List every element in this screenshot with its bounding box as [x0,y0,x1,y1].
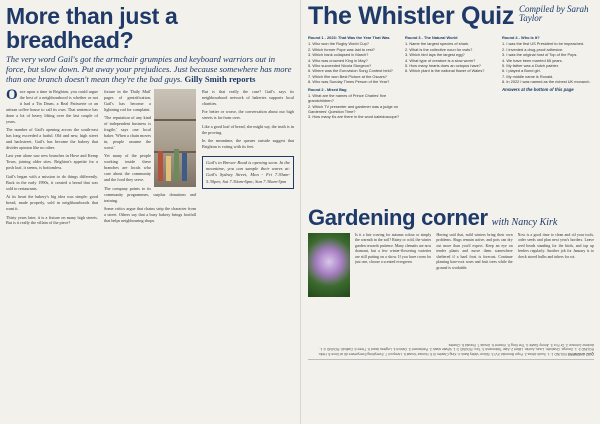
gardening-body [308,233,594,297]
round-heading: Round 2 - Mixed Bag [308,86,347,92]
gardening-byline: with Nancy Kirk [491,217,558,228]
article-body [6,89,294,229]
bakery-shelf-photo [154,89,196,187]
round-heading: Round 1 - 2023: That Was the Year That Was [308,35,390,40]
quiz-header [308,4,594,29]
quiz-answers-upside-down [308,302,594,360]
gardening-column-2: Having said that, mild winters bring their own problems. Slugs remain active, and pots can dry out more than you'd expect. Keep an eye on tender plants and move them somewhere sheltered if a hard frost is forecast. Continue planting bare-root roses and fruit trees while the ground is workable. [436,233,513,270]
quiz-title: The Whistler Quiz [308,2,515,30]
info-box: Gail's in Brewer Road is opening soon. In the meantime, you can sample their wares at: Gail's Sydney Street, Mon - Fri 7.30am-5.30pm; Sat 7.30am-6pm; Sun 7.30am-5pm [202,156,294,189]
quiz-page [300,0,600,424]
gardening-column-1: Is it a late craving for autumn colour or simply the warmth in the soil? Rainy or cold, the winter garden rewards patience. Many clematis are now dormant, but a few winter-flowering varieties are still putting on a show. If you have room for just one, choose a scented evergreen. [355,233,432,265]
article-column-2: fixture in the 'Daily Mail' pages of gentrification, Gail's has become a lightning rod for complaint. 'The reputation of any kind of independent business is fragile,' says one local baker. 'When a chain moves in, people assume the worst.' Yet many of the people working inside these branches are locals who care about the community and the food they serve. The company points to its community programmes, surplus donations and training. Some critics argue that chains strip the character from a street. Others say that a busy bakery brings footfall that helps neighbouring shops. [104,88,196,223]
quiz-column-1: Round 1 - 2023: That Was the Year That Was 1. Who won the Rugby World Cup? 2. Which former Pope was laid to rest? 3. Which bank collapsed in March? 4. Who was crowned King in May? 5. Who succeeded Nicola Sturgeon? 6. Where was the Eurovision Song Contest held? 7. Which film won Best Picture at the Oscars? 8. Who was Sunday Times Person of the Year? Round 2 - Mixed Bag 1. What are the names of Prince Charles' five grandchildren? 2. Which TV presenter and gardener was a judge on Gardeners' Question Time? 3. How many Ks are there in the word kaleidoscope? [308,35,400,120]
flower-photo [308,233,350,297]
round-heading: Round 3 - The Natural World [405,35,458,40]
gardening-header [308,205,594,231]
article-column-1: Once upon a time in Brighton, you could argue the best of a neighbourhood is whether or not it had a Tin Drum, a Real Patisserie or an artisan coffee house to call its own. That sentence has done a lot of heavy lifting over the last couple of years. The number of Gail's opening across the south-east has long exceeded a hatful. Old and new, high street and backstreet, Gail's has become the bakery that divides opinion like no other. Last year alone saw new branches in Hove and Kemp Town, joining older sites. Brighton's appetite for a posh loaf, it seems, is bottomless. Gail's began with a mission to do things differently. Back in the early 1990s, it created a bread that was sold to restaurants. At its heart the bakery's big idea was simple: good bread, made properly, sold in neighbourhoods that want it. Thirty years later, it is a fixture on many high streets. But is it really the villain of the piece? [6,88,98,226]
gardening-title: Gardening corner [308,205,488,230]
article-standfirst: The very word Gail's got the armchair grumpies and keyboard warriors out in force, but slow down. Put away your prejudices. Just because somewhere has more than one branch doesn't mean they're the bad guys. Gilly Smith reports [6,54,292,85]
round-heading: Round 4 - Who Is It? [502,35,540,40]
dropcap: O [6,88,18,103]
quiz-body [308,33,594,203]
answers-note: Answers at the bottom of this page [502,86,574,92]
answers-heading: QUIZ ANSWERS [567,352,594,356]
gardening-column-3: Now is a good time to clean and oil your tools, order seeds and plan next year's borders. Leave seed heads standing for the birds, and top up feeders regularly. Another job for January is to check stored bulbs and tubers for rot. [517,233,594,259]
article-headline: More than just a breadhead? [6,3,178,54]
article-column-3: But is that really the case? Gail's says its neighbourhood network of bakeries supports local charities. For better or worse, the conversation about our high streets is far from over. Like a good loaf of bread, she might say, the truth is in the proving. In the meantime, the queues outside suggest that Brighton is voting with its feet. Gail's in Brewer Road is opening soon. In the meantime, you can sample their wares at: Gail's Sydney Street, Mon - Fri 7.30am-5.30pm; Sat 7.30am-6pm; Sun 7.30am-5pm [202,89,294,229]
quiz-column-2: Round 3 - The Natural World 1. Name the largest species of shark. 2. What is the collective noun for owls? 3. Which bird lays the largest egg? 4. What type of creature is a slow worm? 5. How many hearts does an octopus have? 6. Which plant is the national flower of Wales? [405,33,497,203]
quiz-column-3: Round 4 - Who Is It? 1. I was the first US President to be impeached. 2. I invented a drug-proof adhesive. 3. I was the original host of Top of the Pops. 4. We have been married 65 years. 5. My father was a Dutch painter. 6. I played a Bond girl. 7. My middle name is Ronald. 8. In 2022 I was named as the richest UK monarch. Answers at the bottom of this page [502,33,594,203]
quiz-byline: Compiled by Sarah Taylor [519,4,589,24]
answers-text: ROUND 1: 1. South Africa 2. Pope Benedict XVI 3. Silicon Valley Bank 4. King Charles III 5. Humza Yousaf 6. Liverpool 7. Everything Everywhere All at Once 8. Hello. ROUND 2: 1. George, Charlotte, Louis, Archie, Lilibet 2. Alan Titchmarsh 3. Two. ROUND 3: 1. Whale shark 2. Parliament 3. Ostrich 4. Legless lizard 5. Three 6. Daffodil. ROUND 4: 1. Andrew Johnson 2. Dr Fox 3. Jimmy Savile 4. The King 5. Vincent 6. Ursula 7. Ronald 8. Charles [317,342,594,356]
article-byline: Gilly Smith reports [184,74,256,85]
